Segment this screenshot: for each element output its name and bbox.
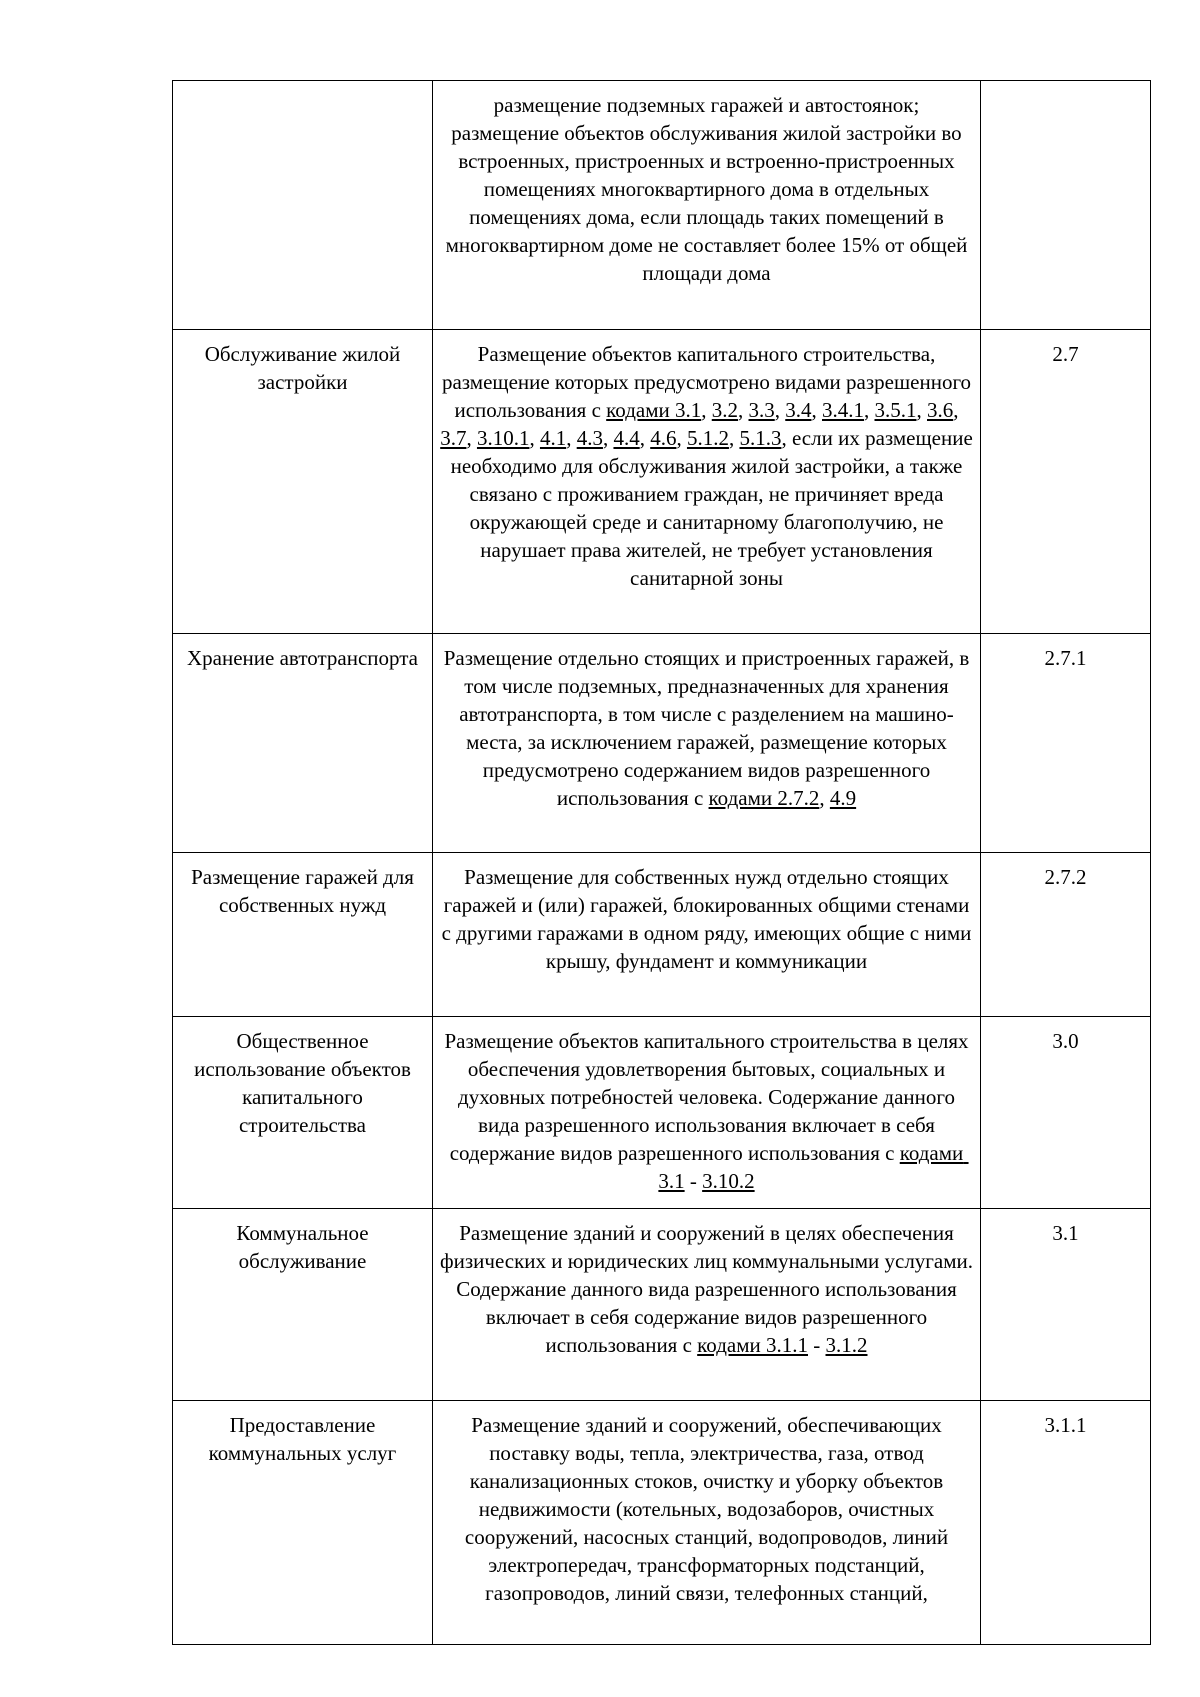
- land-use-name: Размещение гаражей для собственных нужд: [191, 865, 420, 917]
- description-text: ,: [676, 426, 687, 450]
- description-text: ,: [774, 398, 786, 422]
- description-text: ,: [466, 426, 477, 450]
- land-use-code-cell: [981, 1209, 1151, 1401]
- land-use-description-cell: [433, 330, 981, 634]
- code-reference-link[interactable]: 3.7: [440, 426, 467, 450]
- code-reference-link[interactable]: 4.3: [576, 426, 603, 450]
- table-row: [173, 1401, 1151, 1645]
- description-text: Размещение объектов капитального строительства в целях обеспечения удовлетворения бытовых, социальных и духовных потребностей человека. Содержание данного вида разрешенного использования включает в себя содержание видов разрешенного использования с: [444, 1029, 974, 1165]
- land-use-name: Общественное использование объектов капитального строительства: [194, 1029, 417, 1137]
- description-text: Размещение для собственных нужд отдельно стоящих гаражей и (или) гаражей, блокированных общими стенами с другими гаражами в одном ряду, имеющих общие с ними крышу, фундамент и коммуникации: [441, 865, 977, 973]
- code-reference-link[interactable]: кодами 2.7.2: [708, 786, 820, 810]
- code-reference-link[interactable]: 3.10.2: [702, 1169, 755, 1193]
- land-use-description-cell: [433, 1209, 981, 1401]
- land-use-code-cell: [981, 1017, 1151, 1209]
- land-use-name: Обслуживание жилой застройки: [204, 342, 406, 394]
- table-row: [173, 330, 1151, 634]
- description-text: ,: [728, 426, 740, 450]
- land-use-name: Коммунальное обслуживание: [236, 1221, 374, 1273]
- land-use-code-cell: [981, 81, 1151, 330]
- description-text: ,: [819, 786, 830, 810]
- description-text: ,: [529, 426, 540, 450]
- code-reference-link[interactable]: 3.6: [927, 398, 954, 422]
- code-reference-link[interactable]: 4.9: [829, 786, 857, 810]
- description-text: -: [808, 1333, 826, 1357]
- table-row: [173, 1209, 1151, 1401]
- land-use-code: 2.7.1: [1044, 646, 1087, 670]
- code-reference-link[interactable]: 5.1.2: [686, 426, 729, 450]
- land-use-code: 3.1: [1052, 1221, 1079, 1245]
- land-use-description-cell: [433, 1017, 981, 1209]
- land-use-name-cell: [173, 853, 433, 1017]
- land-use-description-cell: [433, 853, 981, 1017]
- land-use-name-cell: [173, 634, 433, 853]
- land-use-code: 2.7.2: [1044, 865, 1087, 889]
- description-text: ,: [953, 398, 964, 422]
- description-text: , если их размещение необходимо для обслуживания жилой застройки, а также связано с проживанием граждан, не причиняет вреда окружающей среде и санитарному благополучию, не нарушает права жителей, не требует установления санитарной зоны: [450, 426, 979, 590]
- code-reference-link[interactable]: 3.3: [748, 398, 775, 422]
- land-use-code-cell: [981, 853, 1151, 1017]
- description-text: -: [684, 1169, 703, 1193]
- table-row: [173, 634, 1151, 853]
- code-reference-link[interactable]: кодами 3.1: [658, 1141, 969, 1193]
- land-use-description-cell: [433, 81, 981, 330]
- description-text: ,: [602, 426, 614, 450]
- code-reference-link[interactable]: кодами 3.1: [606, 398, 702, 422]
- land-use-code-cell: [981, 330, 1151, 634]
- description-text: ,: [916, 398, 927, 422]
- code-reference-link[interactable]: 3.10.1: [476, 426, 530, 450]
- code-reference-link[interactable]: 3.1.2: [825, 1333, 868, 1357]
- description-text: размещение подземных гаражей и автостоянок; размещение объектов обслуживания жилой застройки во встроенных, пристроенных и встроенно-пристроенных помещениях многоквартирного дома в отдельных помещениях дома, если площадь таких помещений в многоквартирном доме не составляет более 15% от общей площади дома: [445, 93, 973, 285]
- land-use-code-cell: [981, 634, 1151, 853]
- land-use-name-cell: [173, 81, 433, 330]
- land-use-name: Предоставление коммунальных услуг: [208, 1413, 397, 1465]
- table-row: [173, 1017, 1151, 1209]
- description-text: Размещение отдельно стоящих и пристроенных гаражей, в том числе подземных, предназначенных для хранения автотранспорта, в том числе с разделением на машино-места, за исключением гаражей, размещение которых предусмотрено содержанием видов разрешенного использования с: [443, 646, 975, 810]
- code-reference-link[interactable]: 5.1.3: [739, 426, 782, 450]
- description-text: ,: [566, 426, 577, 450]
- code-reference-link[interactable]: кодами 3.1.1: [697, 1333, 808, 1357]
- code-reference-link[interactable]: 3.4: [785, 398, 812, 422]
- code-reference-link[interactable]: 4.4: [613, 426, 640, 450]
- table-body: [173, 81, 1151, 1645]
- description-text: ,: [738, 398, 749, 422]
- code-reference-link[interactable]: 3.2: [711, 398, 738, 422]
- description-text: ,: [864, 398, 875, 422]
- description-text: Размещение зданий и сооружений в целях обеспечения физических и юридических лиц коммунальными услугами. Содержание данного вида разрешенного использования включает в себя содержание видов разрешенного использования с: [440, 1221, 979, 1357]
- description-text: ,: [701, 398, 712, 422]
- table-row: [173, 853, 1151, 1017]
- land-use-code: 2.7: [1052, 342, 1079, 366]
- land-use-code: 3.0: [1052, 1029, 1079, 1053]
- land-use-code-cell: [981, 1401, 1151, 1645]
- description-text: Размещение зданий и сооружений, обеспечивающих поставку воды, тепла, электричества, газа, отвод канализационных стоков, очистку и уборку объектов недвижимости (котельных, водозаборов, очистных сооружений, насосных станций, водопроводов, линий электропередач, трансформаторных подстанций, газопроводов, линий связи, телефонных станций,: [464, 1413, 954, 1605]
- description-text: ,: [639, 426, 651, 450]
- land-use-name-cell: [173, 1209, 433, 1401]
- description-text: Размещение объектов капитального строительства, размещение которых предусмотрено видами разрешенного использования с: [441, 342, 977, 422]
- land-use-name-cell: [173, 1017, 433, 1209]
- land-use-description-cell: [433, 634, 981, 853]
- code-reference-link[interactable]: 3.5.1: [874, 398, 917, 422]
- description-text: ,: [811, 398, 822, 422]
- land-use-description-cell: [433, 1401, 981, 1645]
- land-use-name-cell: [173, 1401, 433, 1645]
- code-reference-link[interactable]: 3.4.1: [822, 398, 864, 422]
- land-use-name-cell: [173, 330, 433, 634]
- code-reference-link[interactable]: 4.6: [650, 426, 677, 450]
- table-row: [173, 81, 1151, 330]
- land-use-table: [172, 80, 1151, 1645]
- code-reference-link[interactable]: 4.1: [539, 426, 567, 450]
- land-use-name: Хранение автотранспорта: [187, 646, 418, 670]
- land-use-code: 3.1.1: [1044, 1413, 1087, 1437]
